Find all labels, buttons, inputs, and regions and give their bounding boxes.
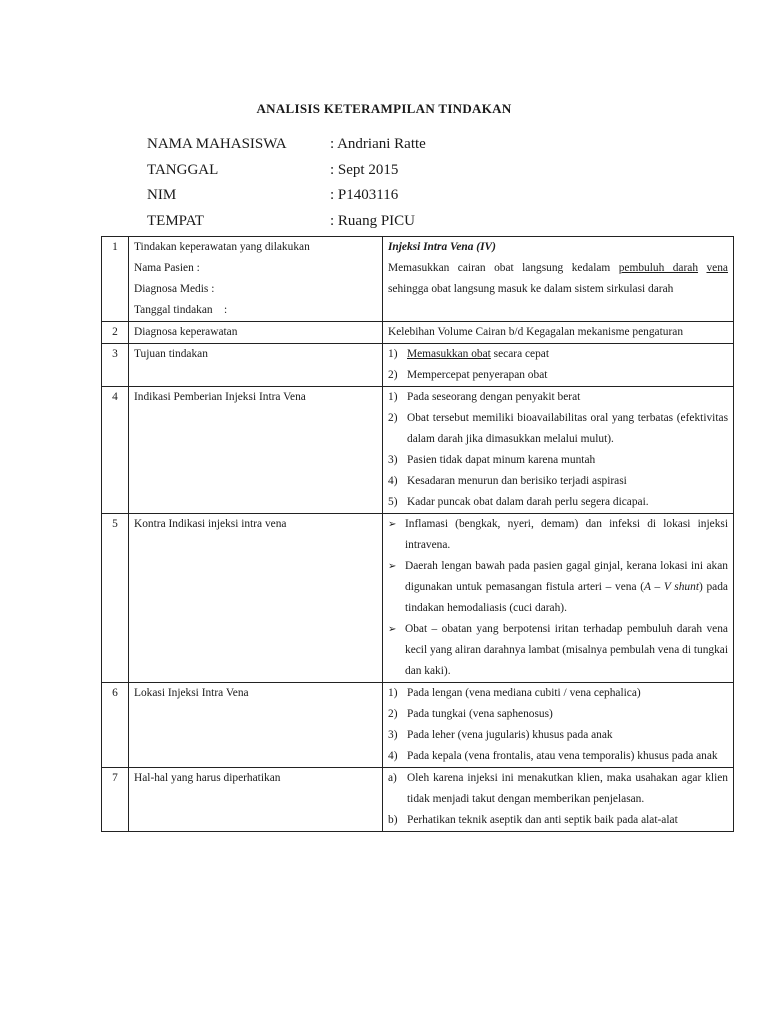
list-item-text: Inflamasi (bengkak, nyeri, demam) dan infeksi di lokasi injeksi intravena. (405, 518, 728, 551)
numbered-list (388, 387, 728, 513)
text-run: Daerah lengan bawah pada pasien gagal ginjal, kerana lokasi ini akan digunakan untuk pemasangan fistula arteri – vena ( (405, 560, 728, 593)
list-marker: 2) (388, 708, 398, 720)
table-row (102, 322, 734, 344)
row-content (383, 344, 734, 387)
document-title: ANALISIS KETERAMPILAN TINDAKAN (256, 101, 512, 116)
table-row (102, 237, 734, 322)
row-label: Diagnosa keperawatan (129, 322, 383, 344)
action-description (388, 258, 728, 300)
list-item-text: Pada tungkai (vena saphenosus) (407, 708, 553, 720)
list-marker: 3) (388, 454, 398, 466)
list-item (388, 471, 728, 492)
row-content (383, 387, 734, 514)
header-row-nim (147, 185, 426, 211)
text-run: ) pada tindakan hemodaliasis (cuci darah). (405, 581, 728, 614)
arrow-bullet-icon: ➢ (388, 624, 397, 635)
list-item (388, 408, 728, 450)
text-run: secara cepat (490, 348, 549, 360)
row-content (383, 768, 734, 832)
action-heading: Injeksi Intra Vena (IV) (388, 241, 496, 253)
label-line: Tanggal tindakan : (134, 304, 228, 316)
row-number: 5 (102, 514, 129, 683)
list-item-text: Oleh karena injeksi ini menakutkan klien, maka usahakan agar klien tidak menjadi takut dengan memberikan penjelasan. (407, 772, 728, 805)
header-label: TEMPAT (147, 212, 204, 229)
list-item-text: Kesadaran menurun dan berisiko terjadi aspirasi (407, 475, 627, 487)
list-item (388, 365, 728, 386)
italic-text: A – V shunt (644, 581, 699, 593)
list-marker: 2) (388, 412, 398, 424)
list-item (388, 344, 728, 365)
row-number: 3 (102, 344, 129, 387)
list-item-text: Pada leher (vena jugularis) khusus pada anak (407, 729, 613, 741)
list-item-text: Kadar puncak obat dalam darah perlu segera dicapai. (407, 496, 649, 508)
list-item (388, 556, 728, 619)
list-item-text: Pada lengan (vena mediana cubiti / vena cephalica) (407, 687, 641, 699)
header-value: : Andriani Ratte (330, 136, 426, 152)
list-marker: 4) (388, 750, 398, 762)
list-marker: 1) (388, 391, 398, 403)
label-line: Diagnosa Medis : (134, 283, 215, 295)
list-marker: 1) (388, 687, 398, 699)
table-row (102, 344, 734, 387)
list-item-text: Obat tersebut memiliki bioavailabilitas oral yang terbatas (efektivitas dalam darah jika dimasukkan melalui mulut). (407, 412, 728, 445)
row-content: Kelebihan Volume Cairan b/d Kegagalan mekanisme pengaturan (383, 322, 734, 344)
list-item (388, 768, 728, 810)
header-value: : Ruang PICU (330, 212, 416, 229)
list-marker: 4) (388, 475, 398, 487)
label-line: Nama Pasien : (134, 262, 200, 274)
header-info (147, 134, 426, 236)
label-line: Tindakan keperawatan yang dilakukan (134, 241, 310, 253)
list-marker: b) (388, 814, 398, 826)
text-run: sehingga obat langsung masuk ke dalam sistem sirkulasi darah (388, 283, 674, 295)
list-item-text: Mempercepat penyerapan obat (407, 369, 548, 381)
action-analysis-table (101, 236, 734, 832)
row-label: Hal-hal yang harus diperhatikan (129, 768, 383, 832)
numbered-list (388, 683, 728, 767)
list-marker: 5) (388, 496, 398, 508)
list-item (388, 746, 728, 767)
list-item (388, 810, 728, 831)
table-row (102, 768, 734, 832)
row-label: Kontra Indikasi injeksi intra vena (129, 514, 383, 683)
underlined-text: Memasukkan obat (407, 348, 491, 360)
row-content (383, 514, 734, 683)
list-item-text (407, 344, 728, 365)
row-label: Lokasi Injeksi Intra Vena (129, 683, 383, 768)
header-value: : Sept 2015 (330, 161, 399, 178)
row-content (383, 237, 734, 322)
table-row (102, 683, 734, 768)
list-item-text: Obat – obatan yang berpotensi iritan terhadap pembuluh darah vena kecil yang aliran darahnya lambat (misalnya pembulah vena di tungkai dan kaki). (405, 623, 728, 677)
list-item (388, 514, 728, 556)
header-label: TANGGAL (147, 161, 219, 178)
list-marker: 3) (388, 729, 398, 741)
list-item (388, 704, 728, 725)
list-item (388, 683, 728, 704)
row-number: 1 (102, 237, 129, 322)
list-item-text: Pada seseorang dengan penyakit berat (407, 391, 581, 403)
list-item-text: Perhatikan teknik aseptik dan anti septik baik pada alat-alat (407, 814, 678, 826)
table-row (102, 387, 734, 514)
row-content (383, 683, 734, 768)
bullet-list (388, 514, 728, 682)
row-number: 2 (102, 322, 129, 344)
row-label: Tujuan tindakan (129, 344, 383, 387)
list-marker: 1) (388, 348, 398, 360)
list-marker: a) (388, 772, 397, 784)
header-label: NAMA MAHASISWA (147, 136, 287, 152)
list-item-text: Pada kepala (vena frontalis, atau vena temporalis) khusus pada anak (407, 750, 718, 762)
table-row (102, 514, 734, 683)
header-row-date (147, 160, 426, 186)
header-row-name (147, 134, 426, 160)
row-number: 6 (102, 683, 129, 768)
text-run: Memasukkan cairan obat langsung kedalam (388, 262, 619, 274)
arrow-bullet-icon: ➢ (388, 561, 397, 572)
list-item (388, 450, 728, 471)
row-label: Indikasi Pemberian Injeksi Intra Vena (129, 387, 383, 514)
lettered-list (388, 768, 728, 831)
header-label: NIM (147, 187, 177, 203)
row-number: 4 (102, 387, 129, 514)
list-item-text (405, 556, 728, 619)
list-item (388, 387, 728, 408)
header-row-place (147, 211, 426, 237)
row-label (129, 237, 383, 322)
arrow-bullet-icon: ➢ (388, 519, 397, 530)
row-number: 7 (102, 768, 129, 832)
header-value: : P1403116 (330, 187, 399, 203)
list-item-text: Pasien tidak dapat minum karena muntah (407, 454, 596, 466)
list-item (388, 725, 728, 746)
numbered-list (388, 344, 728, 386)
list-item (388, 619, 728, 682)
underlined-text: pembuluh darah (618, 262, 699, 274)
list-marker: 2) (388, 369, 398, 381)
underlined-text: vena (706, 262, 728, 274)
list-item (388, 492, 728, 513)
